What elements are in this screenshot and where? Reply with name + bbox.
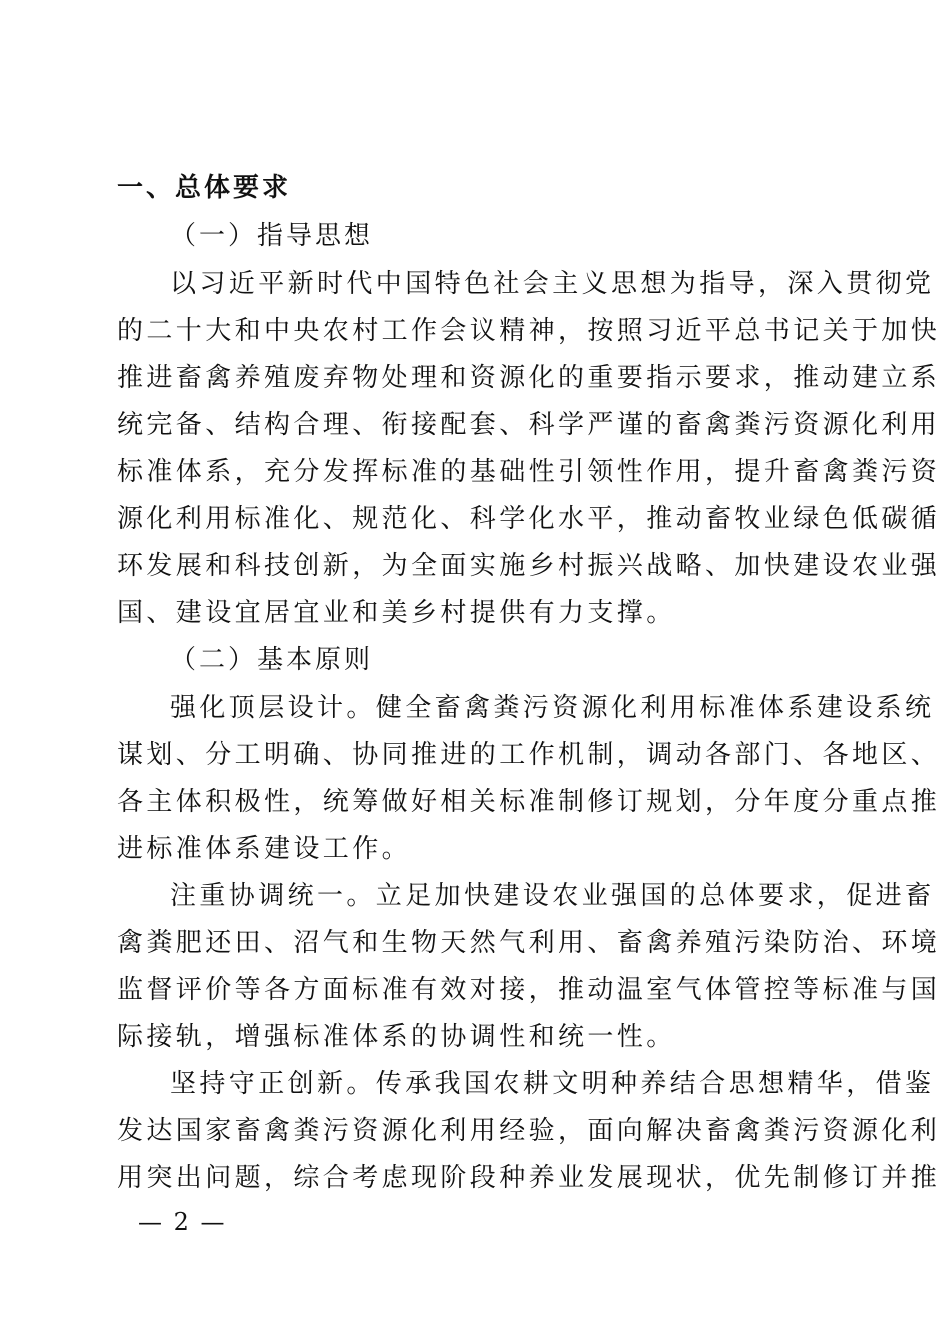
page-number: — 2 — bbox=[138, 1208, 227, 1236]
section-title: 一、总体要求 bbox=[117, 173, 292, 203]
para1-line-4: 统完备、结构合理、衔接配套、科学严谨的畜禽粪污资源化利用 bbox=[117, 410, 941, 440]
para1-line-8: 国、建设宜居宜业和美乡村提供有力支撑。 bbox=[117, 598, 676, 628]
para1-line-6: 源化利用标准化、规范化、科学化水平，推动畜牧业绿色低碳循 bbox=[117, 504, 941, 534]
para2-line-4: 进标准体系建设工作。 bbox=[117, 834, 412, 864]
para4-line-1: 坚持守正创新。传承我国农耕文明种养结合思想精华，借鉴 bbox=[170, 1069, 935, 1099]
para1-line-5: 标准体系，充分发挥标准的基础性引领性作用，提升畜禽粪污资 bbox=[117, 457, 941, 487]
para4-line-3: 用突出问题，综合考虑现阶段种养业发展现状，优先制修订并推 bbox=[117, 1163, 941, 1193]
para3-line-4: 际接轨，增强标准体系的协调性和统一性。 bbox=[117, 1022, 676, 1052]
para2-line-2: 谋划、分工明确、协同推进的工作机制，调动各部门、各地区、 bbox=[117, 740, 941, 770]
para1-line-7: 环发展和科技创新，为全面实施乡村振兴战略、加快建设农业强 bbox=[117, 551, 941, 581]
para3-line-1: 注重协调统一。立足加快建设农业强国的总体要求，促进畜 bbox=[170, 881, 935, 911]
para2-line-3: 各主体积极性，统筹做好相关标准制修订规划，分年度分重点推 bbox=[117, 787, 941, 817]
para3-line-3: 监督评价等各方面标准有效对接，推动温室气体管控等标准与国 bbox=[117, 975, 941, 1005]
para4-line-2: 发达国家畜禽粪污资源化利用经验，面向解决畜禽粪污资源化利 bbox=[117, 1116, 941, 1146]
para2-line-1: 强化顶层设计。健全畜禽粪污资源化利用标准体系建设系统 bbox=[170, 693, 935, 723]
para1-line-2: 的二十大和中央农村工作会议精神，按照习近平总书记关于加快 bbox=[117, 316, 941, 346]
para1-line-1: 以习近平新时代中国特色社会主义思想为指导，深入贯彻党 bbox=[170, 269, 935, 299]
para1-line-3: 推进畜禽养殖废弃物处理和资源化的重要指示要求，推动建立系 bbox=[117, 363, 941, 393]
subsection-title-basic-principles: （二）基本原则 bbox=[170, 645, 374, 675]
para3-line-2: 禽粪肥还田、沼气和生物天然气利用、畜禽养殖污染防治、环境 bbox=[117, 928, 941, 958]
subsection-title-guiding-ideology: （一）指导思想 bbox=[170, 221, 374, 251]
